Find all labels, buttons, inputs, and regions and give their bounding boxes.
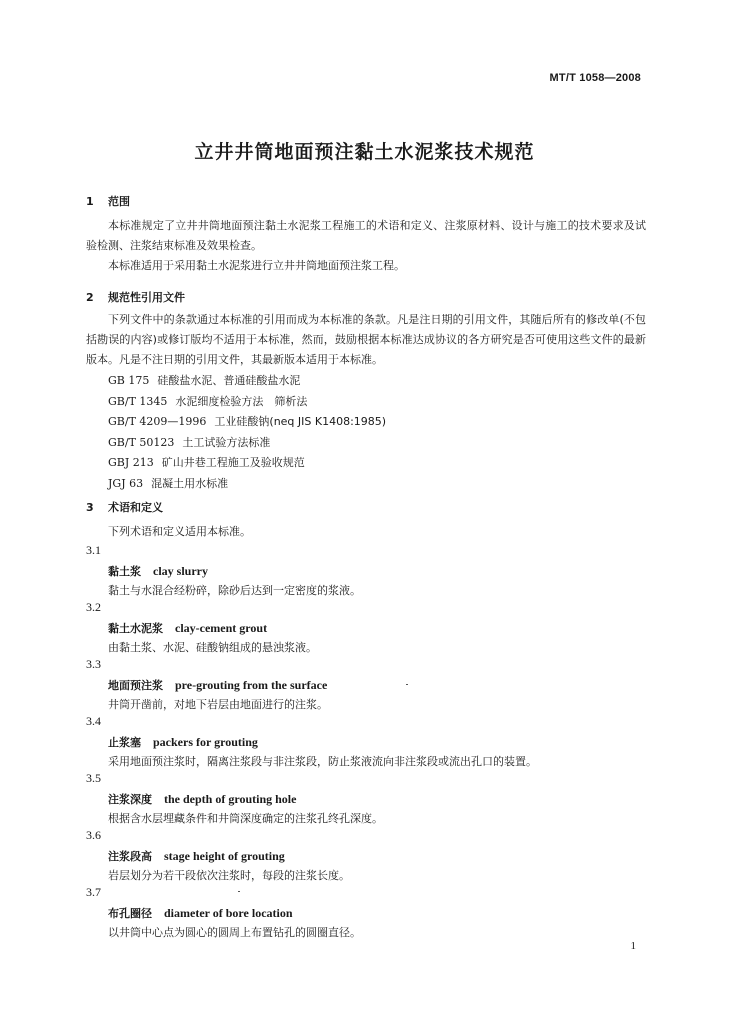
term-name-zh: 布孔圈径 — [108, 907, 152, 920]
scope-paragraph-1: 本标准规定了立井井筒地面预注黏土水泥浆工程施工的术语和定义、注浆原材料、设计与施工的技术要求及试验检测、注浆结束标准及效果检查。 — [86, 219, 646, 252]
term-name-zh: 注浆深度 — [108, 793, 152, 806]
reference-title: 矿山井巷工程施工及验收规范 — [161, 456, 305, 469]
term-name-zh: 黏土浆 — [108, 565, 141, 578]
term-name — [108, 848, 285, 864]
term-name-en: pre-grouting from the surface — [175, 678, 328, 692]
term-number: 3.7 — [86, 885, 101, 899]
term-name — [108, 677, 327, 693]
term-number: 3.4 — [86, 714, 101, 728]
term-name-en: packers for grouting — [153, 735, 258, 749]
standard-code: MT/T 1058—2008 — [549, 72, 641, 84]
reference-item — [108, 371, 386, 392]
reference-code: JGJ 63 — [108, 476, 144, 490]
reference-code: GB/T 1345 — [108, 394, 168, 408]
term-name — [108, 905, 293, 921]
section-heading-normative-references — [86, 289, 185, 305]
section-heading-scope — [86, 193, 130, 209]
term-number: 3.2 — [86, 600, 101, 614]
term-definition: 以井筒中心点为圆心的圆周上布置钻孔的圆圈直径。 — [108, 926, 361, 939]
term-name-en: clay slurry — [153, 564, 208, 578]
term-definition: 根据含水层埋藏条件和井筒深度确定的注浆孔终孔深度。 — [108, 812, 383, 825]
section-number: 2 — [86, 291, 94, 304]
term-name-en: stage height of grouting — [164, 849, 285, 863]
reference-item — [108, 474, 386, 495]
term-number: 3.5 — [86, 771, 101, 785]
reference-title: 工业硅酸钠(neq JIS K1408:1985) — [214, 415, 387, 428]
term-name — [108, 563, 208, 579]
term-name-en: clay-cement grout — [175, 621, 268, 635]
scan-speck — [238, 891, 240, 892]
reference-title: 混凝土用水标准 — [151, 476, 229, 490]
term-name — [108, 734, 258, 750]
term-name — [108, 620, 267, 636]
term-name-zh: 地面预注浆 — [108, 679, 163, 692]
reference-item — [108, 453, 386, 474]
scope-paragraph-2: 本标准适用于采用黏土水泥浆进行立井井筒地面预注浆工程。 — [108, 259, 405, 272]
reference-list — [108, 371, 386, 494]
references-intro-paragraph: 下列文件中的条款通过本标准的引用而成为本标准的条款。凡是注日期的引用文件，其随后所有的修改单(不包括勘误的内容)或修订版均不适用于本标准，然而，鼓励根据本标准达成协议的各方研究是否可使用这些文件的最新版本。凡是不注日期的引用文件，其最新版本适用于本标准。 — [86, 313, 646, 366]
term-number: 3.1 — [86, 543, 101, 557]
term-number: 3.6 — [86, 828, 101, 842]
reference-item — [108, 392, 386, 413]
term-definition: 岩层划分为若干段依次注浆时，每段的注浆长度。 — [108, 869, 350, 882]
document-title: 立井井筒地面预注黏土水泥浆技术规范 — [194, 141, 535, 163]
reference-code: GB 175 — [108, 374, 150, 387]
term-definition: 黏土与水混合经粉碎，除砂后达到一定密度的浆液。 — [108, 584, 361, 597]
page-number: 1 — [630, 940, 636, 952]
term-name-zh: 注浆段高 — [108, 850, 152, 863]
section-title: 术语和定义 — [108, 501, 163, 514]
section-number: 3 — [86, 501, 94, 514]
reference-title: 水泥细度检验方法 筛析法 — [175, 394, 308, 408]
term-name — [108, 791, 296, 807]
reference-code: GB/T 50123 — [108, 435, 175, 449]
section-heading-terms-definitions — [86, 499, 163, 515]
term-name-en: the depth of grouting hole — [164, 792, 297, 806]
terms-intro: 下列术语和定义适用本标准。 — [108, 525, 251, 538]
reference-code: GB/T 4209—1996 — [108, 415, 207, 428]
section-number: 1 — [86, 195, 94, 208]
term-definition: 井筒开凿前，对地下岩层由地面进行的注浆。 — [108, 698, 328, 711]
section-title: 规范性引用文件 — [108, 291, 185, 304]
scan-speck — [406, 684, 408, 685]
term-name-zh: 止浆塞 — [108, 736, 141, 749]
reference-code: GBJ 213 — [108, 456, 154, 469]
reference-title: 硅酸盐水泥、普通硅酸盐水泥 — [157, 374, 301, 387]
reference-title: 土工试验方法标准 — [182, 435, 271, 449]
term-number: 3.3 — [86, 657, 101, 671]
term-definition: 采用地面预注浆时，隔离注浆段与非注浆段，防止浆液流向非注浆段或流出孔口的装置。 — [108, 755, 537, 768]
term-definition: 由黏土浆、水泥、硅酸钠组成的悬浊浆液。 — [108, 641, 317, 654]
term-name-zh: 黏土水泥浆 — [108, 622, 163, 635]
section-title: 范围 — [108, 195, 130, 208]
reference-item — [108, 412, 386, 433]
reference-item — [108, 433, 386, 454]
term-name-en: diameter of bore location — [164, 906, 293, 920]
